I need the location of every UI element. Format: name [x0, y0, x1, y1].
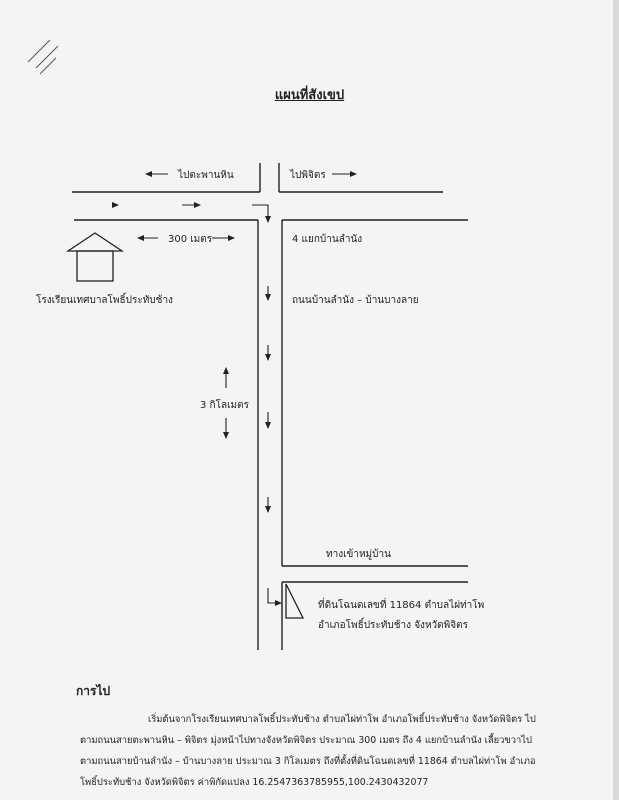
label-land-line2: อำเภอโพธิ์ประทับช้าง จังหวัดพิจิตร: [318, 620, 468, 631]
label-road-name: ถนนบ้านลำนัง – บ้านบางลาย: [292, 295, 419, 306]
label-school: โรงเรียนเทศบาลโพธิ์ประทับช้าง: [36, 295, 173, 306]
label-distance-300m: 300 เมตร: [168, 234, 213, 245]
label-village-entrance: ทางเข้าหมู่บ้าน: [326, 549, 391, 560]
land-parcel-triangle: [286, 584, 303, 618]
scan-marks: [28, 40, 58, 74]
label-distance-3km: 3 กิโลเมตร: [200, 400, 249, 411]
label-to-taphan-hin: ไปตะพานหิน: [178, 170, 234, 181]
label-to-phichit: ไปพิจิตร: [290, 170, 326, 181]
school-house-icon: [68, 233, 122, 281]
directions-heading: การไป: [76, 684, 111, 698]
map-title: แผนที่สังเขป: [274, 88, 345, 103]
label-land-line1: ที่ดินโฉนดเลขที่ 11864 ตำบลไผ่ท่าโพ: [318, 600, 485, 611]
label-junction: 4 แยกบ้านลำนัง: [292, 234, 363, 245]
turn-arrow-to-land: [268, 588, 281, 603]
directions-paragraph: เริ่มต้นจากโรงเรียนเทศบาลโพธิ์ประทับช้าง ตำบลไผ่ท่าโพ อำเภอโพธิ์ประทับช้าง จังหวัดพิจิตร ไปตามถนนสายตะพานหิน – พิจิตร มุ่งหน้าไปทางจังหวัดพิจิตร ประมาณ 300 เมตร ถึง 4 แยกบ้านลำนัง เลี้ยวขวาไปตามถนนสายบ้านลำนัง – บ้านบางลาย ประมาณ 3 กิโลเมตร ถึงที่ตั้งที่ดินโฉนดเลขที่ 11864 ตำบลไผ่ท่าโพ อำเภอโพธิ์ประทับช้าง จังหวัดพิจิตร ค่าพิกัดแปลง 16.2547363785955,100.2430432077: [80, 714, 536, 788]
